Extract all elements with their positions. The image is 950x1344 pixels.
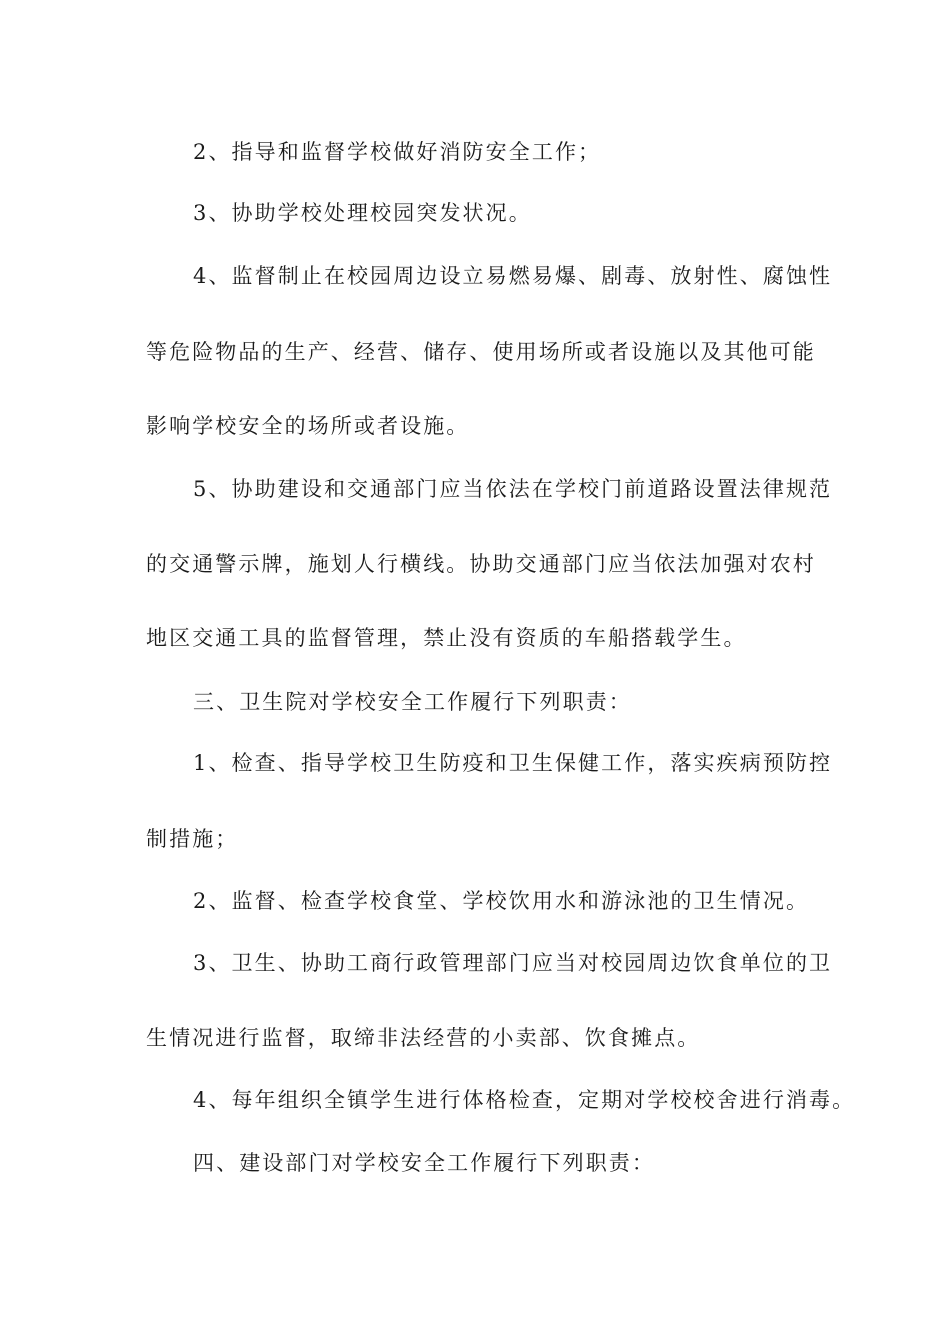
paragraph-line: 影响学校安全的场所或者设施。: [146, 414, 470, 438]
paragraph-line: 3、协助学校处理校园突发状况。: [193, 201, 532, 225]
paragraph-line: 生情况进行监督，取缔非法经营的小卖部、饮食摊点。: [146, 1026, 701, 1050]
paragraph-line: 1、检查、指导学校卫生防疫和卫生保健工作，落实疾病预防控: [193, 751, 833, 775]
paragraph-line: 等危险物品的生产、经营、储存、使用场所或者设施以及其他可能: [146, 340, 816, 364]
paragraph-line: 3、卫生、协助工商行政管理部门应当对校园周边饮食单位的卫: [193, 951, 833, 975]
paragraph-line: 2、指导和监督学校做好消防安全工作；: [193, 140, 602, 164]
paragraph-line: 4、监督制止在校园周边设立易燃易爆、剧毒、放射性、腐蚀性: [193, 264, 833, 288]
paragraph-line: 制措施；: [146, 827, 239, 851]
paragraph-line: 4、每年组织全镇学生进行体格检查，定期对学校校舍进行消毒。: [193, 1088, 856, 1112]
paragraph-line: 地区交通工具的监督管理，禁止没有资质的车船搭载学生。: [146, 626, 747, 650]
section-heading: 三、卫生院对学校安全工作履行下列职责：: [193, 690, 632, 714]
paragraph-line: 5、协助建设和交通部门应当依法在学校门前道路设置法律规范: [193, 477, 833, 501]
section-heading: 四、建设部门对学校安全工作履行下列职责：: [193, 1151, 655, 1175]
paragraph-line: 2、监督、检查学校食堂、学校饮用水和游泳池的卫生情况。: [193, 889, 810, 913]
paragraph-line: 的交通警示牌，施划人行横线。协助交通部门应当依法加强对农村: [146, 552, 816, 576]
